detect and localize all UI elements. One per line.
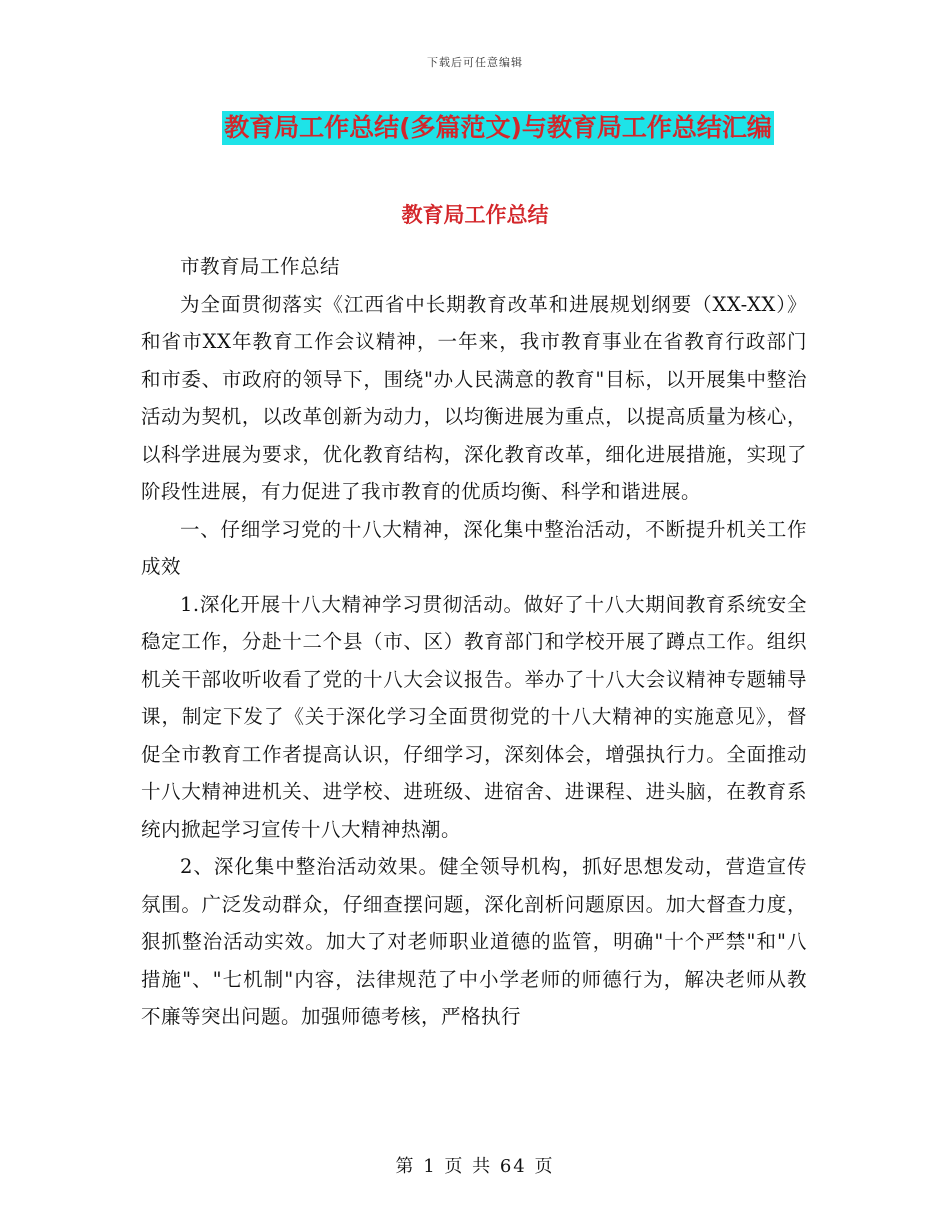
section-title: 教育局工作总结 [401,203,549,227]
main-title-container [0,111,950,145]
body-paragraph: 市教育局工作总结 [180,255,341,278]
body-paragraph: 1.深化开展十八大精神学习贯彻活动。做好了十八大期间教育系统安全稳定工作，分赴十二个县（市、区）教育部门和学校开展了蹲点工作。组织机关干部收听收看了党的十八大会议报告。举办了十八大会议精神专题辅导课，制定下发了《关于深化学习全面贯彻党的十八大精神的实施意见》，督促全市教育工作者提高认识，仔细学习，深刻体会，增强执行力。全面推动十八大精神进机关、进学校、进班级、进宿舍、进课程、进头脑，在教育系统内掀起学习宣传十八大精神热潮。 [141,592,807,841]
main-title: 教育局工作总结(多篇范文)与教育局工作总结汇编 [222,111,774,145]
body-paragraph: 2、深化集中整治活动效果。健全领导机构，抓好思想发动，营造宣传氛围。广泛发动群众，仔细查摆问题，深化剖析问题原因。加大督查力度，狠抓整治活动实效。加大了对老师职业道德的监管，明确"十个严禁"和"八措施"、"七机制"内容，法律规范了中小学老师的师德行为，解决老师从教不廉等突出问题。加强师德考核，严格执行 [141,855,807,1028]
document-body [141,248,807,1036]
body-paragraph: 一、仔细学习党的十八大精神，深化集中整治活动，不断提升机关工作成效 [141,517,807,578]
page-header: 下载后可任意编辑 [427,56,523,69]
body-paragraph: 为全面贯彻落实《江西省中长期教育改革和进展规划纲要（XX-XX）》和省市XX年教育工作会议精神，一年来，我市教育事业在省教育行政部门和市委、市政府的领导下，围绕"办人民满意的教育"目标，以开展集中整治活动为契机，以改革创新为动力，以均衡进展为重点，以提高质量为核心，以科学进展为要求，优化教育结构，深化教育改革，细化进展措施，实现了阶段性进展，有力促进了我市教育的优质均衡、科学和谐进展。 [141,292,807,503]
page-footer: 第 1 页 共 64 页 [395,1156,555,1177]
